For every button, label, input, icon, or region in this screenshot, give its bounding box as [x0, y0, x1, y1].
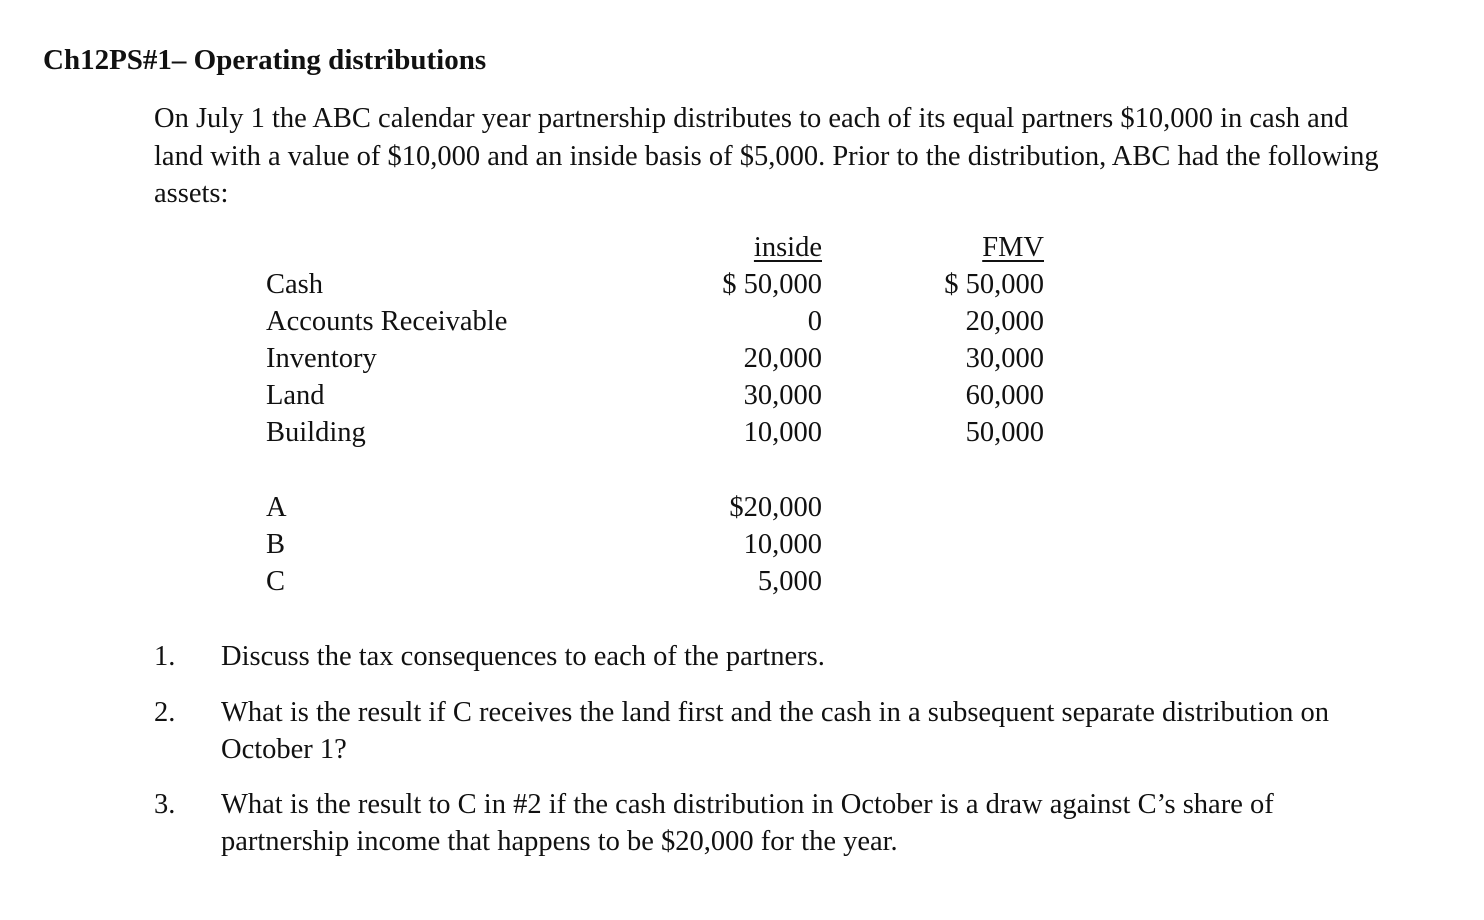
question-number: 3.	[154, 789, 176, 820]
inside-basis-value: 0	[807, 306, 822, 337]
partner-row	[0, 489, 1484, 526]
fmv-value: $ 50,000	[944, 269, 1044, 300]
partner-basis-value: 10,000	[743, 529, 822, 560]
question-number: 2.	[154, 697, 176, 728]
inside-basis-value: $ 50,000	[722, 269, 822, 300]
fmv-value: 60,000	[965, 380, 1044, 411]
intro-paragraph: On July 1 the ABC calendar year partnership distributes to each of its equal partners $10,000 in cash and land with a value of $10,000 and an inside basis of $5,000. Prior to the distribution, ABC had the following assets:	[154, 103, 1379, 209]
asset-label: Inventory	[266, 343, 377, 374]
table-row	[0, 266, 1484, 303]
asset-label: Land	[266, 380, 325, 411]
fmv-value: 30,000	[965, 343, 1044, 374]
question-item	[0, 786, 1484, 866]
table-row	[0, 377, 1484, 414]
question-item	[0, 638, 1484, 678]
asset-label: Accounts Receivable	[266, 306, 508, 337]
partner-label: B	[266, 529, 286, 560]
partner-row	[0, 526, 1484, 563]
table-row	[0, 303, 1484, 340]
asset-label: Building	[266, 417, 366, 448]
asset-label: Cash	[266, 269, 323, 300]
partner-label: C	[266, 566, 286, 597]
page-title: Ch12PS#1– Operating distributions	[43, 44, 487, 76]
inside-column-header: inside	[753, 232, 822, 263]
fmv-value: 20,000	[965, 306, 1044, 337]
partner-basis-value: $20,000	[729, 492, 822, 523]
inside-basis-value: 20,000	[743, 343, 822, 374]
assets-table-header	[0, 229, 1484, 266]
partner-basis-value: 5,000	[757, 566, 822, 597]
fmv-column-header: FMV	[982, 232, 1044, 263]
question-text: What is the result to C in #2 if the cash distribution in October is a draw against C’s share of partnership income that happens to be $20,000 for the year.	[221, 789, 1274, 857]
partner-label: A	[266, 492, 287, 523]
question-number: 1.	[154, 641, 176, 672]
table-row	[0, 340, 1484, 377]
question-text: Discuss the tax consequences to each of the partners.	[221, 641, 825, 672]
question-text: What is the result if C receives the land first and the cash in a subsequent separate distribution on October 1?	[221, 697, 1330, 765]
table-row	[0, 414, 1484, 451]
partner-row	[0, 563, 1484, 600]
question-item	[0, 694, 1484, 774]
inside-basis-value: 10,000	[743, 417, 822, 448]
fmv-value: 50,000	[965, 417, 1044, 448]
inside-basis-value: 30,000	[743, 380, 822, 411]
